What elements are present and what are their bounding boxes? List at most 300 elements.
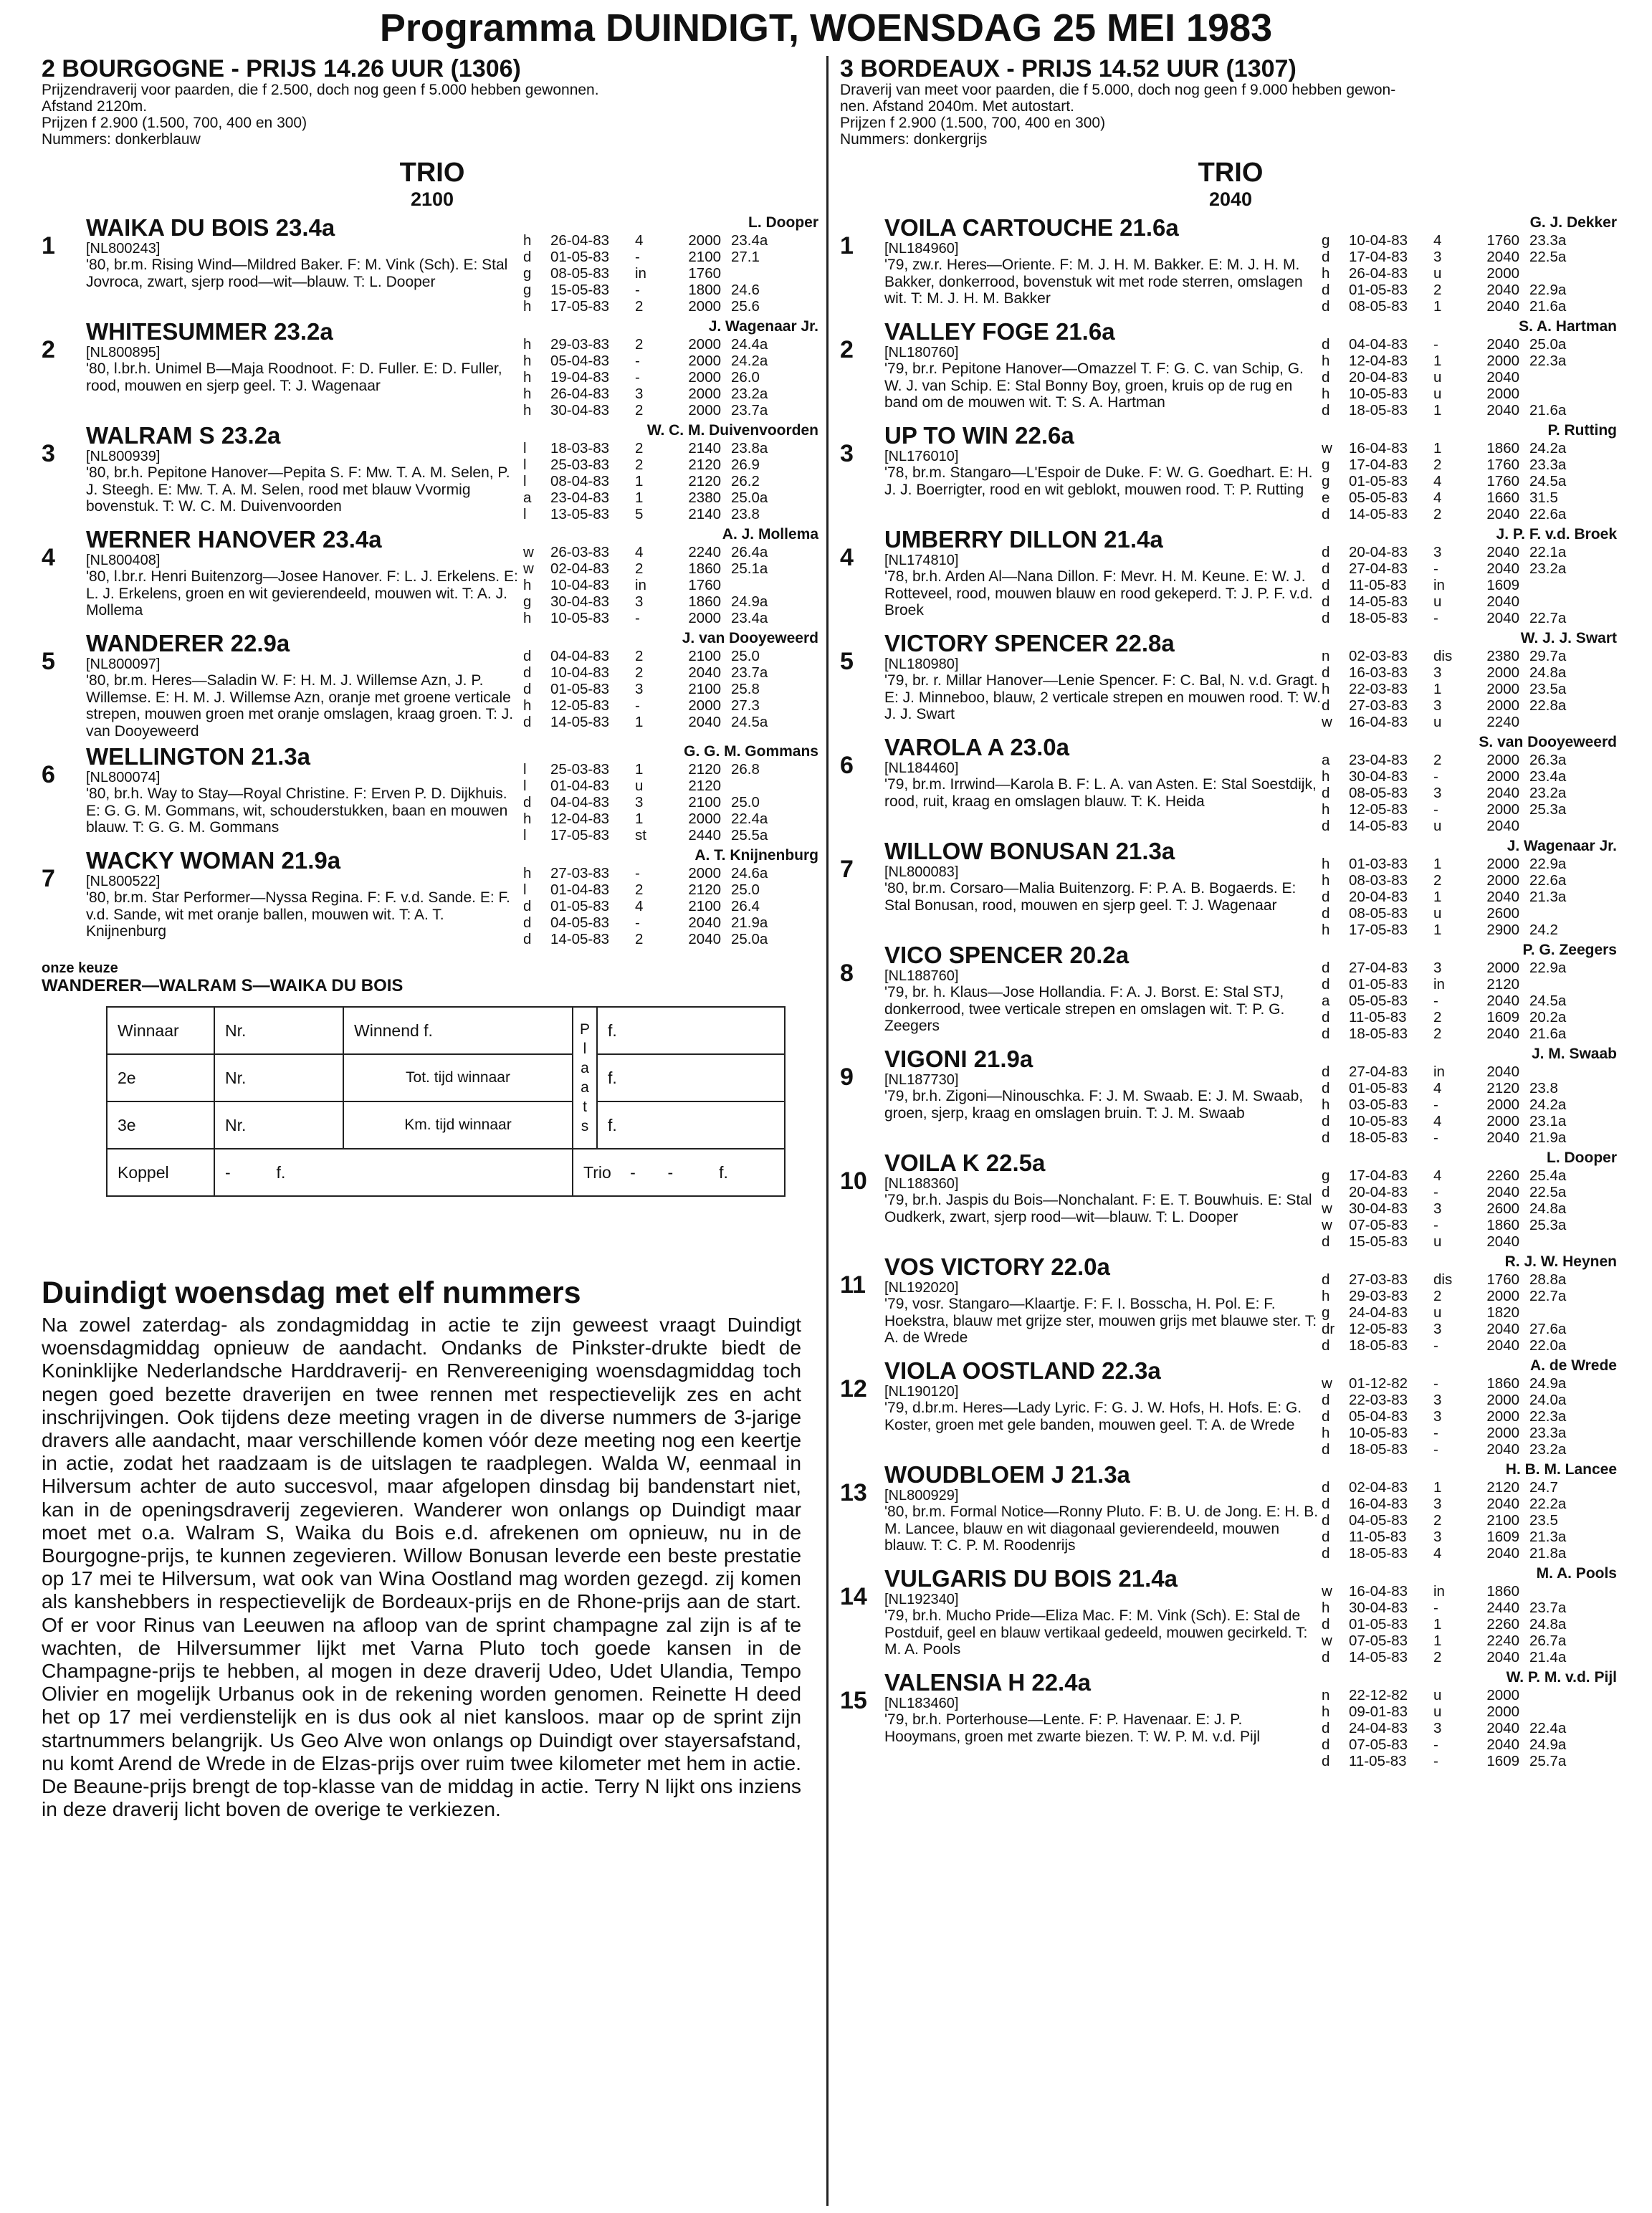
- result-track: d: [1322, 1129, 1330, 1146]
- result-time: 25.0: [731, 648, 760, 664]
- horse-trainer: W. C. M. Duivenvoorden: [646, 422, 818, 439]
- horse-number: 12: [840, 1375, 867, 1402]
- horse-trainer: J. M. Swaab: [1531, 1046, 1617, 1062]
- result-place: 3: [1433, 1408, 1442, 1425]
- result-place: u: [1433, 714, 1442, 730]
- result-place: 5: [635, 506, 644, 522]
- result-track: e: [1322, 489, 1330, 506]
- result-time: 23.3a: [1529, 1425, 1567, 1441]
- result-track: h: [1322, 681, 1330, 697]
- result-time: 22.9a: [1529, 282, 1567, 298]
- result-date: 12-05-83: [550, 697, 610, 714]
- horse-id: [NL800522]: [86, 874, 161, 889]
- result-date: 11-05-83: [1349, 577, 1407, 593]
- form-nr-3: Nr.: [214, 1101, 343, 1149]
- result-time: 24.2: [1529, 922, 1558, 938]
- horse-name: WELLINGTON 21.3a: [86, 743, 310, 770]
- horse-entry: [840, 215, 1621, 315]
- result-time: [1519, 1703, 1587, 1720]
- result-time: 22.9a: [1529, 856, 1567, 872]
- result-track: h: [523, 402, 532, 419]
- result-row: [1322, 1649, 1621, 1665]
- result-place: 3: [1433, 785, 1442, 801]
- result-distance: 2040: [1486, 1736, 1519, 1753]
- result-place: in: [635, 577, 646, 593]
- result-place: 1: [1433, 440, 1442, 457]
- horse-id: [NL800083]: [884, 864, 959, 880]
- result-row: [523, 298, 823, 315]
- result-distance: 1609: [1486, 577, 1519, 593]
- result-track: d: [1322, 697, 1330, 714]
- result-row: [1322, 993, 1621, 1009]
- horse-results: [1322, 215, 1621, 315]
- result-date: 18-05-83: [1349, 1337, 1408, 1354]
- horse-number: 7: [42, 865, 55, 892]
- result-date: 03-05-83: [1349, 1096, 1408, 1113]
- result-row: [523, 489, 823, 506]
- result-track: d: [1322, 402, 1330, 419]
- result-row: [523, 881, 823, 898]
- result-date: 05-05-83: [1349, 993, 1408, 1009]
- horse-trainer: P. G. Zeegers: [1522, 942, 1617, 958]
- result-time: 21.9a: [1529, 1129, 1567, 1146]
- horse-id: [NL190120]: [884, 1384, 959, 1400]
- horse-results: [523, 527, 823, 626]
- result-date: 01-05-83: [1349, 473, 1408, 489]
- horse-trainer: A. J. Mollema: [722, 526, 818, 543]
- result-distance: 2000: [1486, 353, 1519, 369]
- result-distance: 2040: [1486, 402, 1519, 419]
- result-time: 21.3a: [1529, 1529, 1567, 1545]
- result-time: 22.0a: [1529, 1337, 1567, 1354]
- result-place: -: [635, 914, 640, 931]
- result-track: d: [1322, 818, 1330, 834]
- form-f-2: f.: [597, 1054, 785, 1101]
- horse-number: 2: [42, 336, 55, 363]
- result-date: 26-03-83: [550, 544, 610, 560]
- result-time: 27.3: [731, 697, 760, 714]
- result-time: 20.2a: [1529, 1009, 1567, 1026]
- horse-results: [523, 319, 823, 419]
- result-row: [1322, 664, 1621, 681]
- result-time: [1519, 818, 1587, 834]
- result-time: 25.0a: [731, 489, 768, 506]
- result-time: 24.2a: [1529, 440, 1567, 457]
- result-distance: 2040: [1486, 369, 1519, 386]
- horse-number: 11: [840, 1271, 866, 1299]
- form-koppel-f: - f.: [214, 1149, 573, 1196]
- result-track: a: [523, 489, 532, 506]
- form-koppel: Koppel: [107, 1149, 214, 1196]
- result-date: 17-04-83: [1349, 1167, 1408, 1184]
- result-distance: 2120: [1486, 976, 1519, 993]
- result-distance: 2040: [1486, 249, 1519, 265]
- horse-results: [1322, 1046, 1621, 1146]
- result-time: 23.7a: [1529, 1600, 1567, 1616]
- result-place: 1: [635, 473, 644, 489]
- result-date: 18-03-83: [550, 440, 610, 457]
- result-place: -: [1433, 1736, 1438, 1753]
- result-date: 18-05-83: [1349, 610, 1408, 626]
- result-distance: 2000: [688, 402, 721, 419]
- result-track: h: [1322, 801, 1330, 818]
- horse-name: VOS VICTORY 22.0a: [884, 1253, 1110, 1280]
- result-time: [1519, 1583, 1587, 1600]
- horse-number: 6: [840, 752, 854, 779]
- horse-id: [NL800408]: [86, 553, 161, 568]
- result-distance: 2000: [1486, 697, 1519, 714]
- result-place: u: [635, 778, 644, 794]
- result-time: [1519, 976, 1587, 993]
- result-time: 26.9: [731, 457, 760, 473]
- horse-info: [884, 1462, 1322, 1562]
- result-date: 18-05-83: [1349, 402, 1408, 419]
- horse-description: '79, br.r. Pepitone Hanover—Omazzel T. F: G. C. van Schip, G. W. J. van Schip. E: Stal Bonny Boy, groen, kruis op de rug en band om de mouwen wit. T: S. A. Hartman: [884, 360, 1304, 411]
- horse-name: VAROLA A 23.0a: [884, 734, 1069, 760]
- result-date: 10-05-83: [1349, 386, 1408, 402]
- result-distance: 2000: [1486, 752, 1519, 768]
- result-place: -: [1433, 1425, 1438, 1441]
- onze-keuze-label: onze keuze: [42, 960, 118, 976]
- result-date: 04-04-83: [1349, 336, 1408, 353]
- result-place: 1: [635, 761, 644, 778]
- horse-id: [NL800243]: [86, 241, 161, 257]
- result-place: 3: [1433, 1496, 1442, 1512]
- horse-name: UMBERRY DILLON 21.4a: [884, 526, 1163, 553]
- form-km-tijd: Km. tijd winnaar: [343, 1101, 573, 1149]
- result-distance: 2000: [1486, 1392, 1519, 1408]
- result-date: 14-05-83: [1349, 593, 1408, 610]
- result-date: 01-05-83: [1349, 1080, 1408, 1096]
- article-body: Na zowel zaterdag- als zondagmiddag in actie te zijn geweest vraagt Duindigt woensdagmiddag opnieuw de aandacht. Ondanks de Pinkster-drukte biedt de Koninklijke Nederlandsche Harddraverij- en Renvereeniging woensdagmiddag toch negen goed bezette draverijen en twee rennen met respectievelijk zes en acht inschrijvingen. Ook tijdens deze meeting vragen in de diverse nummers de 3-jarige dravers alle aandacht, maar verschillende komen vóór deze meeting nog een keertje in actie, zodat het raadzaam is de uitslagen te raadplegen. Walda W, eenmaal in Hilversum achter de auto succesvol, maar afgelopen dinsdag bij bandenstart niet, kan in de openingsdraverij zegevieren. Wanderer won onlangs op Duindigt maar moet met o.a. Walram S, Waika du Bois e.d. afrekenen om opnieuw, nu in de Bourgogne-prijs, te kunnen zegevieren. Willow Bonusan leverde een beste prestatie op 17 mei te Hilversum, wat ook van Wina Oostland mag worden gezegd. zij komen als kanshebbers in respectievelijk de Bordeaux-prijs en de Rhone-prijs aan de start. Of er voor Rinus van Leeuwen na afloop van de sprint champagne zal zijn is af te wachten, de Hilversummer lijkt met Varna Pluto toch goede kansen in de Champagne-prijs te hebben, al mogen in deze draverij Udeo, Udet Ulandia, Tempo Olivier en mogelijk Urbanus ook in de rekening worden genomen. Reinette H deed het op 17 mei verdienstelijk en is dus ook al niet kansloos. maar op de sprint zijn startnummers belangrijk. Us Geo Alve won onlangs op Duindigt over stayersafstand, nu komt Arend de Wrede in de Elzas-prijs over ruim twee kilometer met hem in actie. De Beaune-prijs brengt de top-klasse van de middag in actie. Terry N lijkt ons inziens in deze draverij licht boven de overige te verkiezen.: [42, 1313, 801, 1821]
- result-distance: 2000: [1486, 664, 1519, 681]
- result-row: [1322, 785, 1621, 801]
- result-row: [523, 664, 823, 681]
- horse-trainer: W. J. J. Swart: [1520, 630, 1617, 646]
- horse-description: '79, d.br.m. Heres—Lady Lyric. F: G. J. W. Hofs, H. Hofs. E: G. Koster, groen met gele banden, mouwen geel. T: A. de Wrede: [884, 1400, 1302, 1433]
- horse-results: [1322, 1254, 1621, 1354]
- result-track: d: [1322, 593, 1330, 610]
- horse-description: '80, br.m. Heres—Saladin W. F: H. M. J. Willemse Azn, J. P. Willemse. E: H. M. J. Willemse Azn, oranje met groene verticale strepen, mouwen groen met oranje omslagen, kraag groen. T: J. van Dooyeweerd: [86, 672, 514, 740]
- horse-description: '80, l.br.r. Henri Buitenzorg—Josee Hanover. F: L. J. Erkelens. E: L. J. Erkelens, groen en wit gevierendeeld, mouwen wit. T: A. J. Mollema: [86, 568, 518, 618]
- result-track: d: [1322, 1026, 1330, 1042]
- result-track: g: [1322, 1304, 1330, 1321]
- result-time: 25.8: [731, 681, 760, 697]
- result-place: 4: [635, 898, 644, 914]
- result-time: 22.6a: [1529, 506, 1567, 522]
- form-nr-1: Nr.: [214, 1007, 343, 1054]
- result-row: [523, 544, 823, 560]
- result-track: d: [1322, 889, 1330, 905]
- horse-entry: [840, 1358, 1621, 1458]
- result-distance: 2100: [688, 794, 721, 811]
- result-time: 22.8a: [1529, 697, 1567, 714]
- result-row: [1322, 1184, 1621, 1200]
- result-distance: 1860: [688, 593, 721, 610]
- result-time: 21.6a: [1529, 402, 1567, 419]
- result-time: 23.2a: [1529, 1441, 1567, 1458]
- result-distance: 1609: [1486, 1009, 1519, 1026]
- result-date: 01-05-83: [550, 681, 610, 697]
- result-date: 16-04-83: [1349, 714, 1408, 730]
- horse-number: 1: [42, 232, 55, 259]
- result-distance: 2040: [688, 914, 721, 931]
- result-place: u: [1433, 369, 1442, 386]
- result-row: [1322, 889, 1621, 905]
- result-track: h: [523, 865, 532, 881]
- result-row: [1322, 1337, 1621, 1354]
- result-place: 1: [1433, 681, 1442, 697]
- result-date: 20-04-83: [1349, 369, 1408, 386]
- result-row: [1322, 681, 1621, 697]
- result-time: 23.7a: [731, 664, 768, 681]
- horse-id: [NL184460]: [884, 760, 959, 776]
- result-track: d: [1322, 506, 1330, 522]
- result-distance: 2120: [1486, 1080, 1519, 1096]
- result-date: 02-04-83: [1349, 1479, 1408, 1496]
- horse-entry: [840, 1150, 1621, 1250]
- result-track: l: [523, 506, 527, 522]
- horse-results: [1322, 319, 1621, 419]
- result-place: 3: [1433, 960, 1442, 976]
- result-time: 22.6a: [1529, 872, 1567, 889]
- result-row: [523, 697, 823, 714]
- result-row: [1322, 249, 1621, 265]
- horse-entry: [42, 848, 823, 947]
- result-track: w: [1322, 440, 1332, 457]
- result-row: [523, 577, 823, 593]
- horse-number: 2: [840, 336, 854, 363]
- result-track: d: [523, 931, 532, 947]
- result-row: [1322, 593, 1621, 610]
- result-row: [1322, 1392, 1621, 1408]
- result-track: d: [1322, 1009, 1330, 1026]
- result-row: [523, 931, 823, 947]
- horse-name: WACKY WOMAN 21.9a: [86, 847, 341, 874]
- result-date: 01-05-83: [1349, 282, 1408, 298]
- result-time: 25.3a: [1529, 801, 1567, 818]
- result-date: 05-04-83: [1349, 1408, 1408, 1425]
- horse-trainer: S. A. Hartman: [1519, 318, 1617, 335]
- result-track: d: [1322, 1649, 1330, 1665]
- horse-number: 6: [42, 761, 55, 788]
- result-row: [1322, 473, 1621, 489]
- result-place: 2: [635, 931, 644, 947]
- result-distance: 2600: [1486, 1200, 1519, 1217]
- result-distance: 2040: [688, 714, 721, 730]
- result-distance: 2040: [1486, 1720, 1519, 1736]
- horse-results: [523, 215, 823, 315]
- result-track: d: [1322, 369, 1330, 386]
- horse-description: '79, br.h. Mucho Pride—Eliza Mac. F: M. Vink (Sch). E: Stal de Postduif, geel en blauw vertikaal gedeeld, mouwen gecirkeld. T: M. A. Pools: [884, 1607, 1308, 1658]
- result-place: in: [1433, 577, 1445, 593]
- form-winnaar: Winnaar: [107, 1007, 214, 1054]
- result-distance: 2120: [688, 778, 721, 794]
- result-track: w: [1322, 1217, 1332, 1233]
- result-date: 08-03-83: [1349, 872, 1408, 889]
- form-winnend: Winnend f.: [343, 1007, 573, 1054]
- result-place: -: [635, 610, 640, 626]
- result-row: [1322, 1375, 1621, 1392]
- result-row: [1322, 697, 1621, 714]
- result-date: 11-05-83: [1349, 1009, 1407, 1026]
- result-place: -: [1433, 1337, 1438, 1354]
- result-date: 02-03-83: [1349, 648, 1408, 664]
- result-row: [523, 506, 823, 522]
- horse-name: UP TO WIN 22.6a: [884, 422, 1074, 449]
- horse-number: 15: [840, 1687, 867, 1714]
- result-time: 25.5a: [731, 827, 768, 843]
- result-place: 1: [1433, 856, 1442, 872]
- result-distance: 2000: [1486, 386, 1519, 402]
- result-time: 23.4a: [1529, 768, 1567, 785]
- result-place: u: [1433, 818, 1442, 834]
- horse-description: '79, vosr. Stangaro—Klaartje. F: F. I. Bosscha, H. Pol. E: F. Hoekstra, blauw met grijze ster, mouwen grijs met blauwe ster. T: A. de Wrede: [884, 1296, 1317, 1346]
- horse-results: [1322, 423, 1621, 522]
- result-place: 4: [635, 544, 644, 560]
- horse-info: [884, 631, 1322, 730]
- result-date: 05-04-83: [550, 353, 610, 369]
- result-time: 22.7a: [1529, 1288, 1567, 1304]
- result-track: h: [523, 386, 532, 402]
- horse-results: [1322, 735, 1621, 834]
- result-row: [523, 232, 823, 249]
- result-distance: 2000: [688, 811, 721, 827]
- result-place: 3: [1433, 697, 1442, 714]
- result-distance: 1609: [1486, 1529, 1519, 1545]
- horse-id: [NL180980]: [884, 656, 959, 672]
- result-track: l: [523, 457, 527, 473]
- result-date: 30-04-83: [1349, 1200, 1408, 1217]
- result-place: -: [1433, 1375, 1438, 1392]
- horse-description: '79, br. h. Klaus—Jose Hollandia. F: A. J. Borst. E: Stal STJ, donkerrood, twee verticale strepen en omslagen wit. T: P. G. Zeegers: [884, 984, 1285, 1034]
- result-row: [1322, 1129, 1621, 1146]
- result-date: 10-05-83: [550, 610, 610, 626]
- horse-entry: [42, 319, 823, 419]
- result-row: [1322, 648, 1621, 664]
- result-track: h: [1322, 856, 1330, 872]
- race3-bet-type: TRIO: [1198, 158, 1264, 188]
- result-date: 16-03-83: [1349, 664, 1408, 681]
- result-time: 24.9a: [1529, 1736, 1567, 1753]
- horse-info: [884, 1566, 1322, 1665]
- result-distance: 2040: [1486, 1649, 1519, 1665]
- result-date: 25-03-83: [550, 457, 610, 473]
- result-row: [523, 761, 823, 778]
- result-distance: 2100: [688, 249, 721, 265]
- horse-description: '79, br. r. Millar Hanover—Lenie Spencer. F: C. Bal, N. v.d. Gragt. E: J. Minneboo, blauw, 2 verticale strepen en mouwen rood. T: W. J. J. Swart: [884, 672, 1321, 722]
- horse-info: [884, 1046, 1322, 1146]
- result-date: 05-05-83: [1349, 489, 1408, 506]
- result-track: h: [523, 697, 532, 714]
- result-track: a: [1322, 993, 1330, 1009]
- result-place: 4: [1433, 489, 1442, 506]
- result-time: 22.5a: [1529, 1184, 1567, 1200]
- result-distance: 2000: [1486, 1096, 1519, 1113]
- result-distance: 2000: [688, 386, 721, 402]
- horse-entry: [840, 527, 1621, 626]
- result-time: 23.2a: [1529, 785, 1567, 801]
- result-track: d: [1322, 577, 1330, 593]
- result-place: 2: [1433, 1512, 1442, 1529]
- result-date: 14-05-83: [1349, 506, 1408, 522]
- result-place: 4: [635, 232, 644, 249]
- horse-trainer: A. de Wrede: [1530, 1357, 1617, 1374]
- result-track: d: [1322, 1184, 1330, 1200]
- horse-results: [1322, 1358, 1621, 1458]
- article-title: Duindigt woensdag met elf nummers: [42, 1276, 581, 1310]
- result-track: l: [523, 778, 527, 794]
- horse-results: [523, 744, 823, 843]
- result-row: [523, 249, 823, 265]
- result-date: 27-03-83: [1349, 697, 1408, 714]
- horse-entry: [42, 527, 823, 626]
- result-track: d: [1322, 1496, 1330, 1512]
- result-date: 25-03-83: [550, 761, 610, 778]
- result-date: 27-03-83: [1349, 1271, 1408, 1288]
- result-time: 22.5a: [1529, 249, 1567, 265]
- result-track: h: [1322, 872, 1330, 889]
- race3-distance: 2040: [1208, 188, 1253, 210]
- right-column: [840, 56, 1621, 1769]
- result-time: 23.3a: [1529, 457, 1567, 473]
- horse-id: [NL192340]: [884, 1592, 959, 1607]
- result-time: [1519, 905, 1587, 922]
- result-time: 23.8a: [731, 440, 768, 457]
- result-date: 20-04-83: [1349, 1184, 1408, 1200]
- result-date: 15-05-83: [550, 282, 610, 298]
- result-distance: 2440: [688, 827, 721, 843]
- horse-entry: [840, 1046, 1621, 1146]
- form-nr-2: Nr.: [214, 1054, 343, 1101]
- result-track: a: [1322, 752, 1330, 768]
- result-track: d: [523, 249, 532, 265]
- result-track: d: [1322, 1392, 1330, 1408]
- result-row: [1322, 1545, 1621, 1562]
- result-track: h: [1322, 922, 1330, 938]
- result-time: 24.5a: [731, 714, 768, 730]
- result-track: d: [1322, 282, 1330, 298]
- result-distance: 2000: [1486, 960, 1519, 976]
- result-time: 23.5: [1529, 1512, 1558, 1529]
- result-track: w: [1322, 714, 1332, 730]
- result-time: 26.7a: [1529, 1633, 1567, 1649]
- result-distance: 1660: [1486, 489, 1519, 506]
- result-time: 25.0: [731, 881, 760, 898]
- result-row: [1322, 1479, 1621, 1496]
- result-distance: 2000: [688, 353, 721, 369]
- horse-id: [NL800097]: [86, 656, 161, 672]
- result-place: 1: [1433, 922, 1442, 938]
- result-date: 04-05-83: [1349, 1512, 1408, 1529]
- result-track: l: [523, 827, 527, 843]
- result-distance: 2000: [688, 610, 721, 626]
- horse-entry: [42, 215, 823, 315]
- result-time: 23.2a: [1529, 560, 1567, 577]
- result-row: [523, 811, 823, 827]
- result-place: 4: [1433, 1167, 1442, 1184]
- result-date: 14-05-83: [550, 931, 610, 947]
- horse-trainer: L. Dooper: [748, 214, 818, 231]
- horse-name: WANDERER 22.9a: [86, 630, 290, 656]
- horse-entry: [840, 1254, 1621, 1354]
- result-track: d: [1322, 1233, 1330, 1250]
- horse-description: '80, br.m. Star Performer—Nyssa Regina. F: F. v.d. Sande. E: F. v.d. Sande, wit met oranje ballen, mouwen wit. T: A. T. Knijnenburg: [86, 889, 510, 940]
- result-date: 30-04-83: [550, 402, 610, 419]
- result-distance: 2040: [1486, 1233, 1519, 1250]
- race3-title: 3 BORDEAUX - PRIJS 14.52 UUR (1307): [840, 55, 1297, 82]
- result-track: d: [1322, 664, 1330, 681]
